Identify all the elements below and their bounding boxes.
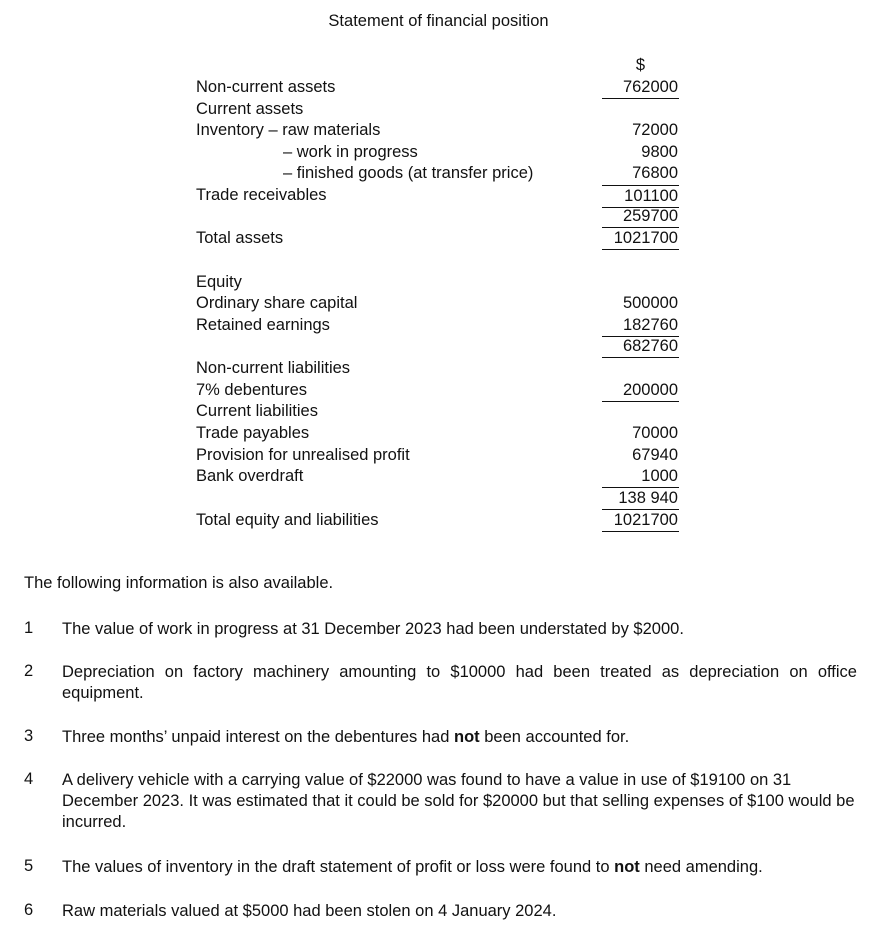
note-text-part: been accounted for. — [479, 728, 630, 746]
note-number: 5 — [24, 857, 34, 875]
statement-row — [0, 206, 893, 227]
note-text-part: Three months’ unpaid interest on the debentures had — [62, 728, 454, 746]
statement-row — [0, 336, 893, 357]
row-label: Retained earnings — [196, 316, 330, 334]
note-text: The value of work in progress at 31 December 2023 had been understated by $2000. — [62, 620, 684, 638]
row-amount: 500000 — [622, 294, 678, 312]
row-label: 7% debentures — [196, 381, 307, 399]
row-amount: 9800 — [641, 143, 678, 161]
row-label: Ordinary share capital — [196, 294, 358, 312]
currency-symbol: $ — [635, 56, 646, 74]
statement-row — [0, 99, 893, 120]
row-label: Total equity and liabilities — [196, 511, 379, 529]
note-number: 2 — [24, 662, 34, 680]
statement-row — [0, 510, 893, 531]
statement-row — [0, 380, 893, 401]
currency-header — [0, 55, 893, 76]
statement-row — [0, 163, 893, 184]
row-amount: 682760 — [602, 336, 679, 358]
row-amount: 182760 — [602, 315, 679, 337]
row-label: – finished goods (at transfer price) — [283, 164, 534, 182]
note-text-part: The values of inventory in the draft statement of profit or loss were found to — [62, 858, 615, 876]
statement-row — [0, 358, 893, 379]
note-number: 6 — [24, 901, 34, 919]
statement-row — [0, 315, 893, 336]
row-label: Trade receivables — [196, 186, 327, 204]
row-amount: 70000 — [632, 424, 678, 442]
note-number: 3 — [24, 727, 34, 745]
row-amount: 138 940 — [602, 488, 679, 510]
row-amount: 1000 — [602, 466, 679, 488]
row-label: Current liabilities — [196, 402, 318, 420]
statement-row — [0, 185, 893, 206]
row-label: Non-current assets — [196, 78, 336, 96]
note-text: A delivery vehicle with a carrying value of $22000 was found to have a value in use of $19100 on 31 December 2023. It was estimated that it could be sold for $20000 but that selling expenses of $100 would be incurred. — [62, 771, 855, 831]
note-emphasis: not — [614, 858, 640, 876]
statement-row — [0, 228, 893, 249]
note-text — [62, 727, 857, 748]
statement-row — [0, 445, 893, 466]
note-text: Raw materials valued at $5000 had been stolen on 4 January 2024. — [62, 902, 557, 920]
row-amount: 200000 — [602, 380, 679, 402]
statement-row — [0, 466, 893, 487]
statement-row — [0, 401, 893, 422]
statement-row — [0, 142, 893, 163]
row-label: Provision for unrealised profit — [196, 446, 410, 464]
note-number: 1 — [24, 619, 34, 637]
statement-row — [0, 293, 893, 314]
row-label: Equity — [196, 273, 242, 291]
row-amount: 1021700 — [602, 510, 679, 532]
note-number: 4 — [24, 770, 34, 788]
row-amount: 72000 — [632, 121, 678, 139]
note-emphasis: not — [453, 728, 480, 746]
row-amount: 762000 — [602, 77, 679, 99]
statement-row — [0, 488, 893, 509]
row-amount: 259700 — [602, 206, 679, 228]
row-label: Trade payables — [196, 424, 310, 442]
note-text: Depreciation on factory machinery amounting to $10000 had been treated as depreciation on office equipment. — [62, 663, 857, 702]
row-label: Current assets — [196, 100, 304, 118]
row-label: Bank overdraft — [196, 467, 304, 485]
row-label: Non-current liabilities — [196, 359, 351, 377]
row-amount: 67940 — [632, 446, 678, 464]
statement-row — [0, 120, 893, 141]
statement-row — [0, 272, 893, 293]
intro-text: The following information is also available. — [24, 574, 334, 592]
statement-row — [0, 77, 893, 98]
row-label: – work in progress — [283, 143, 418, 161]
row-amount: 101100 — [602, 185, 679, 208]
note-text-part: need amending. — [639, 858, 763, 876]
row-label: Inventory – raw materials — [196, 121, 381, 139]
note-text — [62, 857, 857, 878]
row-amount: 76800 — [632, 164, 678, 182]
statement-row — [0, 423, 893, 444]
row-label: Total assets — [196, 229, 284, 247]
statement-title: Statement of financial position — [328, 12, 549, 30]
row-amount: 1021700 — [602, 228, 679, 250]
